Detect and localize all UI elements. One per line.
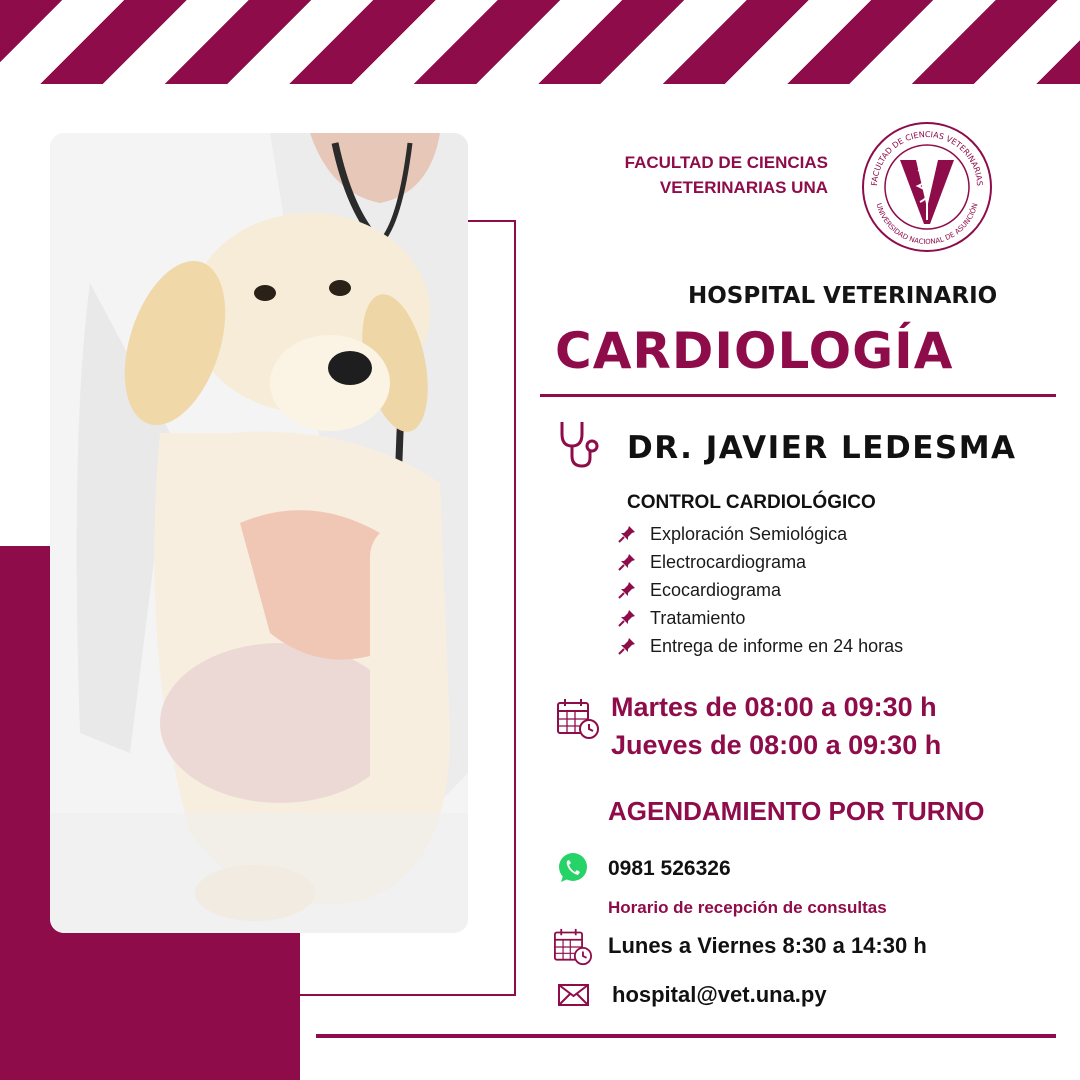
list-item	[618, 548, 903, 576]
list-item-text: Entrega de informe en 24 horas	[650, 636, 904, 656]
list-item-text: Tratamiento	[650, 608, 746, 628]
schedule-line-2: Jueves de 08:00 a 09:30 h	[611, 730, 942, 760]
control-items-list	[618, 520, 903, 660]
calendar-clock-icon	[553, 928, 593, 971]
list-item-text: Ecocardiograma	[650, 580, 782, 600]
reception-hours-label: Horario de recepción de consultas	[608, 898, 887, 917]
list-item	[618, 632, 903, 660]
control-heading: CONTROL CARDIOLÓGICO	[627, 492, 876, 513]
calendar-clock-icon	[556, 698, 600, 745]
envelope-icon	[558, 983, 590, 1012]
list-item	[618, 520, 903, 548]
pushpin-icon	[618, 581, 650, 599]
svg-text:FACULTAD DE CIENCIAS VETERINAR: FACULTAD DE CIENCIAS VETERINARIAS	[869, 129, 985, 187]
email-address[interactable]: hospital@vet.una.py	[612, 982, 827, 1007]
service-title: CARDIOLOGÍA	[555, 322, 954, 380]
faculty-line-1: FACULTAD DE CIENCIAS	[624, 153, 828, 172]
list-item-text: Exploración Semiológica	[650, 524, 848, 544]
pushpin-icon	[618, 609, 650, 627]
svg-text:UNIVERSIDAD NACIONAL DE ASUNCI: UNIVERSIDAD NACIONAL DE ASUNCIÓN	[874, 202, 980, 247]
reception-hours: Lunes a Viernes 8:30 a 14:30 h	[608, 933, 927, 958]
phone-number: 0981 526326	[608, 857, 731, 880]
pushpin-icon	[618, 637, 650, 655]
faculty-name	[625, 150, 828, 200]
list-item	[618, 576, 903, 604]
list-item-text: Electrocardiograma	[650, 552, 807, 572]
whatsapp-icon	[556, 851, 590, 890]
pushpin-icon	[618, 525, 650, 543]
faculty-line-2: VETERINARIAS UNA	[659, 178, 828, 197]
bottom-divider	[316, 1034, 1056, 1038]
schedule-block	[611, 688, 941, 764]
stethoscope-icon	[556, 418, 602, 475]
hospital-title: HOSPITAL VETERINARIO	[688, 283, 998, 309]
doctor-name: DR. JAVIER LEDESMA	[627, 430, 1017, 466]
booking-heading: AGENDAMIENTO POR TURNO	[608, 796, 985, 826]
pushpin-icon	[618, 553, 650, 571]
striped-banner	[0, 0, 1080, 84]
title-divider	[540, 394, 1056, 397]
dog-with-vet-photo	[50, 133, 468, 933]
list-item	[618, 604, 903, 632]
schedule-line-1: Martes de 08:00 a 09:30 h	[611, 692, 937, 722]
faculty-seal-logo	[852, 120, 1002, 254]
